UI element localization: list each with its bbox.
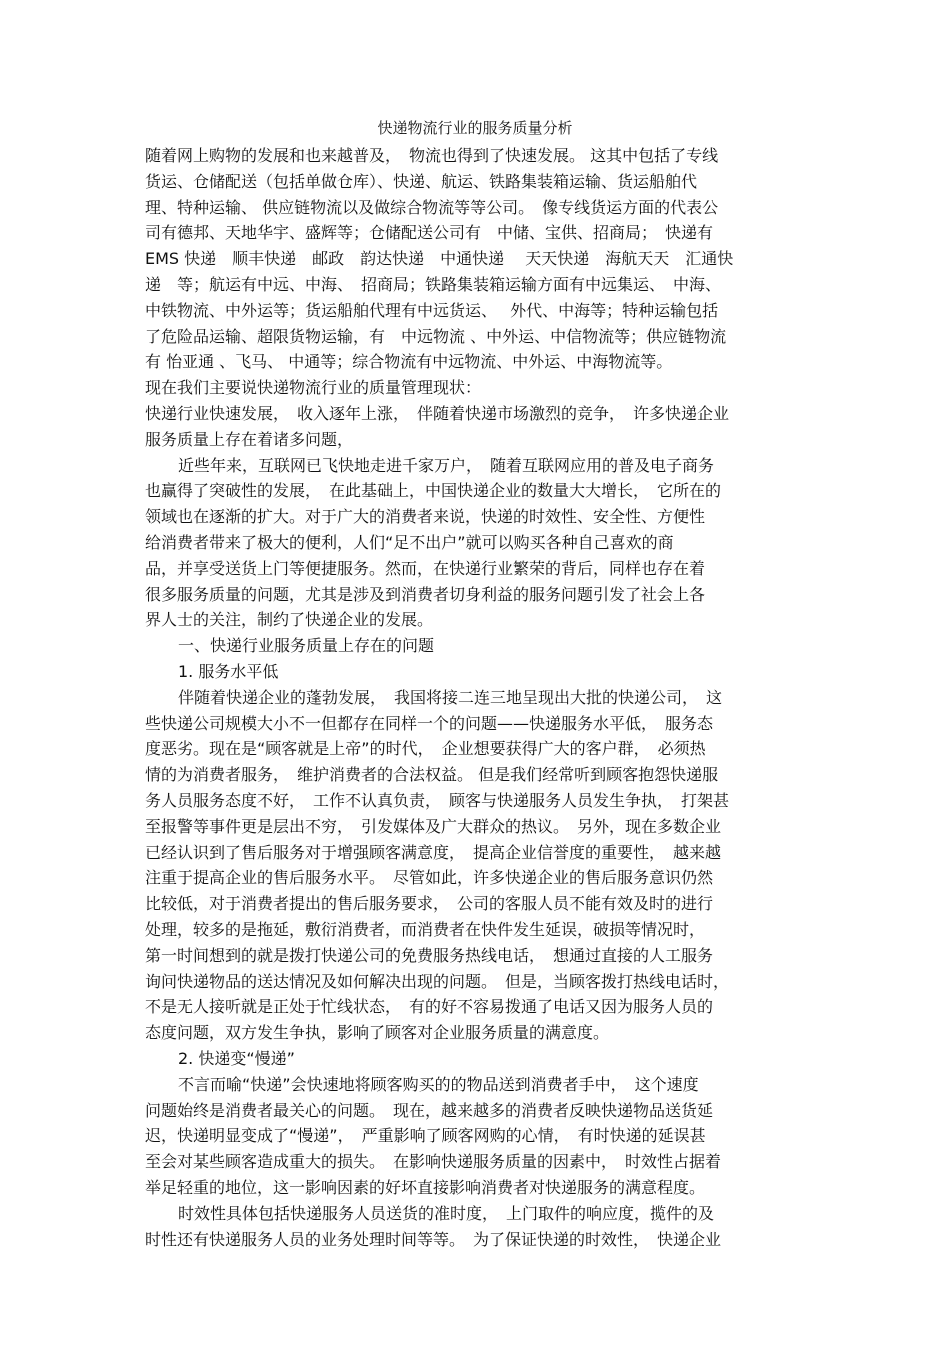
paragraph-line: 不是无人接听就是正处于忙线状态， 有的好不容易拨通了电话又因为服务人员的 — [145, 997, 714, 1017]
paragraph-line: 时性还有快递服务人员的业务处理时间等等。 为了保证快递的时效性， 快递企业 — [145, 1229, 722, 1249]
paragraph-line: 很多服务质量的问题，尤其是涉及到消费者切身利益的服务问题引发了社会上各 — [145, 584, 706, 604]
paragraph-line: 近些年来，互联网已飞快地走进千家万户， 随着互联网应用的普及电子商务 — [178, 455, 715, 475]
paragraph-line: 些快递公司规模大小不一但都存在同样一个的问题——快递服务水平低， 服务态 — [145, 713, 714, 733]
paragraph-line: 货运、仓储配送（包括单做仓库）、快递、航运、铁路集装箱运输、货运船舶代 — [145, 171, 698, 191]
paragraph-line: 务人员服务态度不好， 工作不认真负责， 顾客与快递服务人员发生争执， 打架甚 — [145, 791, 730, 810]
paragraph-line: 度恶劣。现在是“顾客就是上帝”的时代， 企业想要获得广大的客户群， 必须热 — [145, 739, 706, 759]
paragraph-line: 2. 快递变“慢递” — [178, 1049, 295, 1068]
paragraph-line: 司有德邦、天地华宇、盛辉等；仓储配送公司有 中储、宝供、招商局； 快递有 — [145, 223, 714, 243]
paragraph-line: 中铁物流、中外运等；货运船舶代理有中远货运、 外代、中海等；特种运输包括 — [145, 300, 719, 320]
paragraph-line: 迟，快递明显变成了“慢递”， 严重影响了顾客网购的心情， 有时快递的延误甚 — [145, 1126, 706, 1146]
paragraph-line: 给消费者带来了极大的便利，人们“足不出户”就可以购买各种自己喜欢的商 — [145, 533, 674, 552]
paragraph-line: 递 等；航运有中远、中海、 招商局；铁路集装箱运输方面有中远集运、 中海、 — [145, 275, 722, 294]
paragraph-line: 界人士的关注，制约了快递企业的发展。 — [145, 610, 434, 630]
paragraph-line: 至报警等事件更是层出不穷， 引发媒体及广大群众的热议。 另外，现在多数企业 — [145, 816, 722, 836]
paragraph-line: 现在我们主要说快递物流行业的质量管理现状： — [145, 378, 482, 398]
paragraph-line: 询问快递物品的送达情况及如何解决出现的问题。 但是，当顾客拨打热线电话时， — [145, 971, 730, 991]
paragraph-line: 伴随着快递企业的蓬勃发展， 我国将接二连三地呈现出大批的快递公司， 这 — [178, 687, 723, 707]
paragraph-line: 时效性具体包括快递服务人员送货的准时度， 上门取件的响应度，揽件的及 — [178, 1203, 715, 1223]
paragraph-line: 情的为消费者服务， 维护消费者的合法权益。 但是我们经常听到顾客抱怨快递服 — [145, 765, 719, 785]
paragraph-line: 一、快递行业服务质量上存在的问题 — [178, 636, 435, 656]
paragraph-line: EMS 快递 顺丰快递 邮政 韵达快递 中通快递 天天快递 海航天天 汇通快 — [145, 249, 734, 269]
paragraph-line: 比较低，对于消费者提出的售后服务要求， 公司的客服人员不能有效及时的进行 — [145, 894, 714, 914]
document-title: 快递物流行业的服务质量分析 — [377, 119, 573, 137]
paragraph-line: 快递行业快速发展， 收入逐年上涨， 伴随着快递市场激烈的竞争， 许多快递企业 — [145, 404, 730, 423]
paragraph-line: 态度问题，双方发生争执，影响了顾客对企业服务质量的满意度。 — [145, 1023, 610, 1043]
paragraph-line: 处理，较多的是拖延，敷衍消费者，而消费者在快件发生延误，破损等情况时， — [145, 920, 706, 939]
paragraph-line: 服务质量上存在着诸多问题， — [145, 429, 354, 449]
paragraph-line: 至会对某些顾客造成重大的损失。 在影响快递服务质量的因素中， 时效性占据着 — [145, 1152, 722, 1172]
paragraph-line: 已经认识到了售后服务对于增强顾客满意度， 提高企业信誉度的重要性， 越来越 — [145, 842, 722, 862]
paragraph-line: 1. 服务水平低 — [178, 662, 279, 681]
paragraph-line: 领域也在逐渐的扩大。对于广大的消费者来说，快递的时效性、安全性、方便性 — [145, 507, 706, 527]
paragraph-line: 不言而喻“快递”会快速地将顾客购买的的物品送到消费者手中， 这个速度 — [178, 1074, 699, 1094]
paragraph-line: 注重于提高企业的售后服务水平。 尽管如此，许多快递企业的售后服务意识仍然 — [145, 868, 714, 888]
paragraph-line: 随着网上购物的发展和也来越普及， 物流也得到了快速发展。 这其中包括了专线 — [145, 146, 719, 165]
paragraph-line: 举足轻重的地位，这一影响因素的好坏直接影响消费者对快递服务的满意程度。 — [145, 1178, 706, 1197]
paragraph-line: 也赢得了突破性的发展， 在此基础上，中国快递企业的数量大大增长， 它所在的 — [145, 481, 722, 501]
paragraph-line: 有 怡亚通 、飞马、 中通等；综合物流有中远物流、中外运、中海物流等。 — [145, 352, 673, 372]
paragraph-line: 问题始终是消费者最关心的问题。 现在，越来越多的消费者反映快递物品送货延 — [145, 1100, 714, 1120]
paragraph-line: 品，并享受送货上门等便捷服务。然而，在快递行业繁荣的背后，同样也存在着 — [145, 558, 706, 578]
paragraph-line: 理、特种运输、 供应链物流以及做综合物流等等公司。 像专线货运方面的代表公 — [145, 197, 719, 217]
paragraph-line: 了危险品运输、超限货物运输，有 中远物流 、中外运、中信物流等；供应链物流 — [145, 326, 727, 346]
paragraph-line: 第一时间想到的就是拨打快递公司的免费服务热线电话， 想通过直接的人工服务 — [145, 945, 714, 965]
